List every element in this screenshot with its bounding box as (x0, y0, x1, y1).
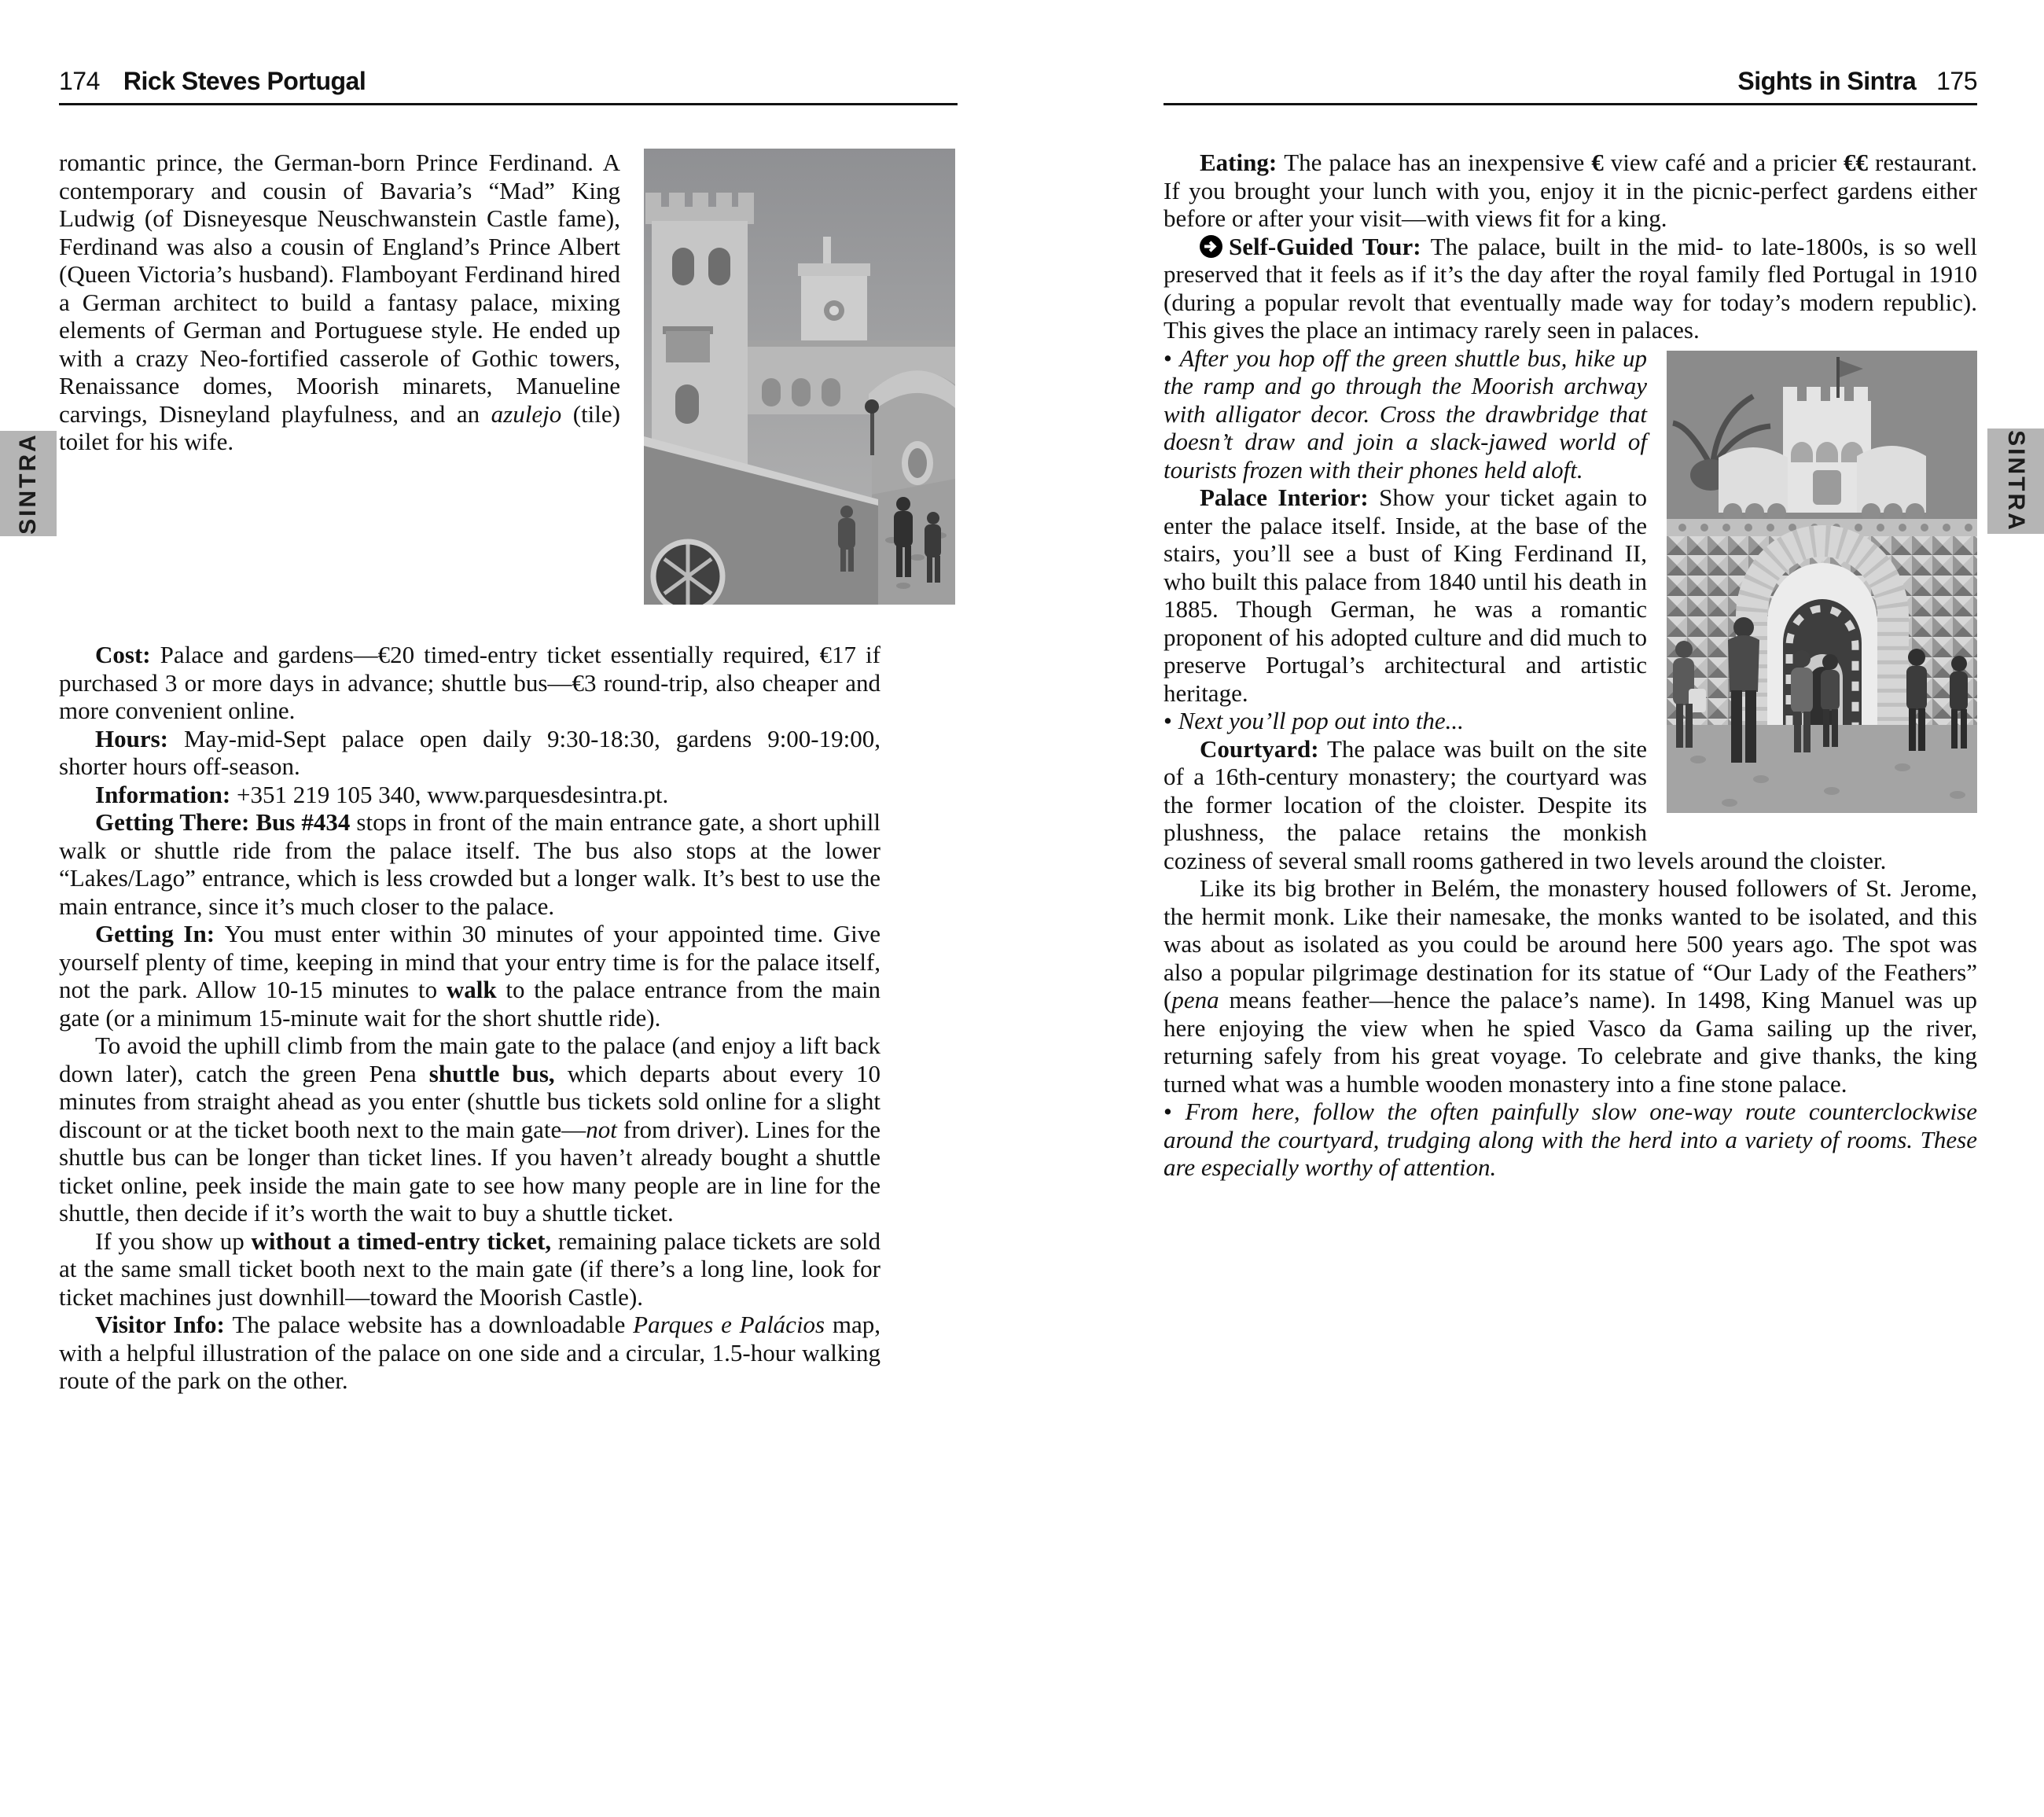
text-run: Hours: (95, 724, 184, 752)
left-running-head: Rick Steves Portugal (123, 67, 366, 95)
text-run: • (1164, 344, 1180, 372)
para-visitor-info (59, 1311, 880, 1395)
text-run: You must enter within 30 minutes of your appointed time. Give yourself plenty of time, keeping in mind that your entry time is for the palace itself, not the park. Allow 10-15 minutes to (59, 920, 881, 1004)
text-run: From here, follow the often painfully slow one-way route counterclockwise around the courtyard, trudging along with the herd into a variety of rooms. These are especially worthy of attention. (1164, 1098, 1977, 1182)
text-run: The palace website has a downloadable (232, 1311, 634, 1339)
right-page-number: 175 (1936, 67, 1977, 95)
right-text-column-top (1164, 149, 1977, 233)
text-run: map, with a helpful illustration of the palace on one side and a circular, 1.5-hour walking route of the park on the other. (59, 1311, 881, 1395)
text-run: Next you’ll pop out into the... (1178, 707, 1464, 735)
left-page-body (59, 149, 880, 1395)
text-run: To avoid the uphill climb from the main gate to the palace (and enjoy a lift back down later), catch the green Pena (59, 1032, 880, 1087)
text-run: walk (446, 976, 497, 1004)
text-run: Visitor Info: (95, 1311, 233, 1339)
text-run: The palace has an inexpensive (1284, 149, 1592, 177)
moorish-archway-photo (1667, 351, 1977, 813)
sintra-tab-label-right: SINTRA (2003, 430, 2030, 532)
right-running-head: Sights in Sintra (1737, 67, 1917, 95)
para-information (59, 781, 880, 809)
text-run: to the palace entrance from the main gate (or a minimum 15-minute wait for the short shuttle ride). (59, 976, 880, 1032)
para-hours (59, 725, 880, 781)
text-run: After you hop off the green shuttle bus, hike up the ramp and go through the Moorish archway with alligator decor. Cross the drawbridge that doesn’t draw and join a slack-jawed world of tourists frozen with their phones held aloft. (1164, 344, 1647, 484)
para-eating (1164, 149, 1977, 233)
text-run: Cost: (95, 641, 160, 669)
text-run: May-mid-Sept palace open daily 9:30-18:30, gardens 9:00-19:00, shorter hours off-season. (59, 724, 880, 781)
text-run: Information: (95, 780, 237, 808)
para-cost (59, 641, 880, 725)
text-run: • (1164, 1098, 1186, 1126)
text-run: € (1591, 149, 1604, 177)
right-page-header (1164, 68, 1977, 105)
text-run: remaining palace tickets are sold at the same small ticket booth next to the main gate (if there’s a long line, look for ticket machines just downhill—toward the Moorish Castle). (59, 1227, 880, 1311)
pena-palace-photo (644, 149, 955, 605)
text-run: shuttle bus, (428, 1059, 555, 1087)
sintra-tab-label-left: SINTRA (15, 432, 42, 535)
text-run: Show your ticket again to enter the palace itself. Inside, at the base of the stairs, you’ll see a bust of King Ferdinand II, who built this palace from 1840 until his death in 1885. Though German, he was a romantic proponent of his adopted culture and did much to preserve Portugal’s architectural and artistic heritage. (1164, 484, 1647, 707)
text-run: romantic prince, the German-born Prince Ferdinand. A contemporary and cousin of Bavaria’s “Mad” King Ludwig (of Disneyesque Neuschwanstein Castle fame), Ferdinand was also a cousin of England’s Prince Albert (Queen Victoria’s husband). Flamboyant Ferdinand hired a German architect to build a fantasy palace, mixing elements of German and Portuguese style. He ended up with a crazy Neo-fortified casserole of Gothic towers, Renaissance domes, Moorish minarets, Manueline carvings, Disneyland playfulness, and an (59, 149, 620, 428)
text-run: view café and a pricier (1603, 149, 1844, 177)
para-getting-in (59, 920, 880, 1032)
text-run: from driver). Lines for the shuttle bus can be longer than ticket lines. If you haven’t already bought a shuttle ticket online, peek inside the main gate to see how many people are in line for the shuttle, then decide if it’s worth the wait to buy a shuttle ticket. (59, 1115, 881, 1227)
text-run: restaurant. If you brought your lunch with you, enjoy it in the picnic-perfect gardens either before or after your visit—with views fit for a king. (1164, 149, 1977, 233)
left-page-number: 174 (59, 67, 100, 95)
text-run: stops in front of the main entrance gate, a short uphill walk or shuttle ride from the palace itself. The bus also stops at the lower “Lakes/Lago” entrance, which is less crowded but a longer walk. It’s best to use the main entrance, since it’s much closer to the palace. (59, 808, 880, 920)
para-getting-there (59, 808, 880, 920)
text-run: If you show up (95, 1227, 252, 1255)
text-run: Getting In: (95, 920, 225, 948)
right-page-body (1164, 149, 1977, 1182)
tour-arrow-icon (1200, 235, 1222, 258)
moorish-archway-photo-art (1667, 351, 1977, 813)
text-run: +351 219 105 340, www.parquesdesintra.pt. (236, 780, 669, 808)
pena-palace-photo-art (644, 149, 955, 605)
para-shuttle-bus (59, 1032, 880, 1227)
page-175 (1022, 0, 2044, 1817)
text-run: • (1164, 707, 1178, 735)
text-run: €€ (1844, 149, 1869, 177)
text-run: The palace was built on the site of a 16th-century monastery; the courtyard was the former location of the cloister. Despite its plushness, the palace retains the monkish coziness of several small rooms gathered in two levels around the cloister. (1164, 734, 1887, 874)
text-run: Self-Guided Tour: (1229, 232, 1431, 260)
para-bullet-from-here (1164, 1098, 1977, 1182)
text-run: Like its big brother in Belém, the monastery housed followers of St. Jerome, the hermit monk. Like their namesake, the monks wanted to be isolated, and this was about as isolated as you could be around here 500 years ago. The spot was also a popular pilgrimage destination for its statue of “Our Lady of the Feathers” ( (1164, 874, 1977, 1014)
left-page-header (59, 68, 958, 105)
text-run: Palace and gardens—€20 timed-entry ticket essentially required, €17 if purchased 3 or more days in advance; shuttle bus—€3 round-trip, also cheaper and more convenient online. (59, 641, 880, 725)
text-run: pena (1171, 986, 1219, 1014)
para-self-guided-tour (1164, 233, 1977, 344)
text-run: Eating: (1200, 149, 1285, 177)
text-run: without a timed-entry ticket, (251, 1227, 552, 1255)
text-run: Courtyard: (1200, 734, 1327, 763)
para-monastery (1164, 874, 1977, 1098)
text-run: Parques e Palácios (633, 1311, 825, 1339)
sintra-side-tab-right (1987, 429, 2044, 534)
text-run: not (586, 1115, 617, 1143)
text-run: Palace Interior: (1200, 484, 1380, 512)
text-run: Getting There: Bus #434 (95, 808, 351, 837)
text-run: means feather—hence the palace’s name). In 1498, King Manuel was up here enjoying the view when he spied Vasco da Gama sailing up the river, returning safely from his great voyage. To celebrate and give thanks, the king turned what was a humble wooden monastery into a fine stone palace. (1164, 986, 1977, 1098)
text-run: which departs about every 10 minutes from straight ahead as you enter (shuttle bus tickets sold online for a slight discount or at the ticket booth next to the main gate— (59, 1059, 880, 1143)
text-run: azulejo (491, 399, 562, 428)
text-run: The palace, built in the mid- to late-1800s, is so well preserved that it feels as if it’s the day after the royal family fled Portugal in 1910 (during a popular revolt that eventually made way for today’s modern republic). This gives the place an intimacy rarely seen in palaces. (1164, 232, 1977, 344)
sintra-side-tab-left (0, 431, 57, 536)
text-run: (tile) toilet for his wife. (59, 399, 620, 456)
para-without-ticket (59, 1227, 880, 1311)
